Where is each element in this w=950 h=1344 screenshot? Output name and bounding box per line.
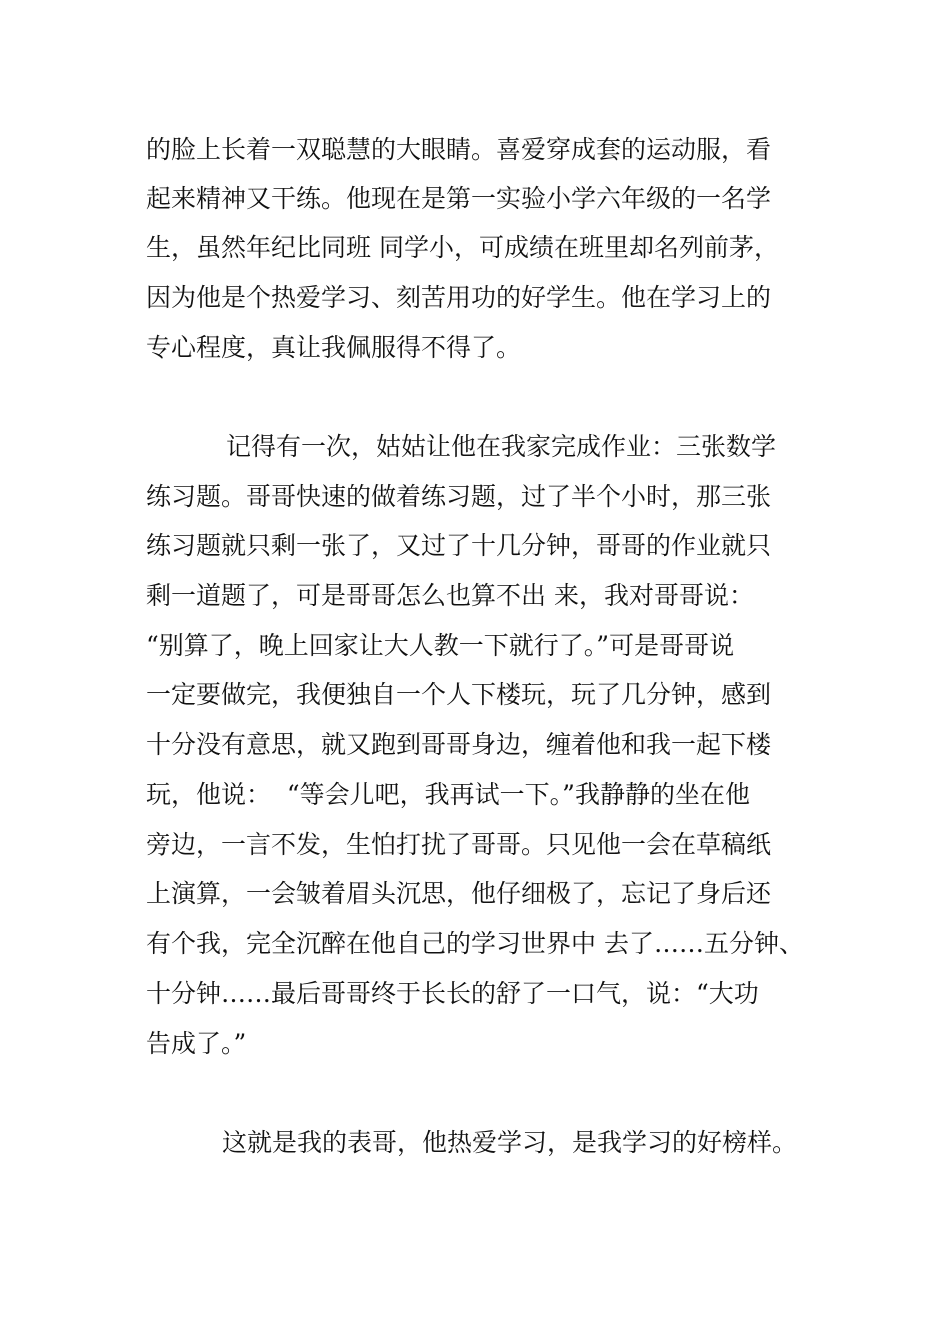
text-line: 旁边，一言不发，生怕打扰了哥哥。只见他一会在草稿纸 bbox=[146, 830, 772, 859]
text-line: 起来精神又干练。他现在是第一实验小学六年级的一名学 bbox=[146, 184, 772, 213]
text-line: 专心程度，真让我佩服得不得了。 bbox=[146, 333, 522, 362]
text-line: 告成了。” bbox=[146, 1029, 247, 1058]
text-line: 有个我，完全沉醉在他自己的学习世界中 去了……五分钟、 bbox=[146, 929, 804, 958]
text-line: “别算了，晚上回家让大人教一下就行了。”可是哥哥说 bbox=[146, 631, 735, 660]
text-line: 生，虽然年纪比同班 同学小，可成绩在班里却名列前茅， bbox=[146, 233, 779, 262]
text-line: 上演算，一会皱着眉头沉思，他仔细极了，忘记了身后还 bbox=[146, 879, 772, 908]
text-line: 练习题就只剩一张了，又过了十几分钟，哥哥的作业就只 bbox=[146, 531, 772, 560]
text-line: 记得有一次，姑姑让他在我家完成作业：三张数学 bbox=[226, 432, 777, 461]
text-line: 的脸上长着一双聪慧的大眼睛。喜爱穿成套的运动服，看 bbox=[146, 135, 772, 164]
text-line: 这就是我的表哥，他热爱学习，是我学习的好榜样。 bbox=[222, 1128, 798, 1157]
text-line: 剩一道题了，可是哥哥怎么也算不出 来，我对哥哥说： bbox=[146, 581, 754, 610]
text-line: 因为他是个热爱学习、刻苦用功的好学生。他在学习上的 bbox=[146, 283, 772, 312]
text-line: 练习题。哥哥快速的做着练习题，过了半个小时，那三张 bbox=[146, 482, 772, 511]
text-line: 十分没有意思，就又跑到哥哥身边，缠着他和我一起下楼 bbox=[146, 730, 772, 759]
text-line: 玩，他说： “等会儿吧，我再试一下。”我静静的坐在他 bbox=[146, 780, 750, 809]
text-line: 十分钟……最后哥哥终于长长的舒了一口气，说：“大功 bbox=[146, 979, 759, 1008]
text-line: 一定要做完，我便独自一个人下楼玩，玩了几分钟，感到 bbox=[146, 680, 772, 709]
